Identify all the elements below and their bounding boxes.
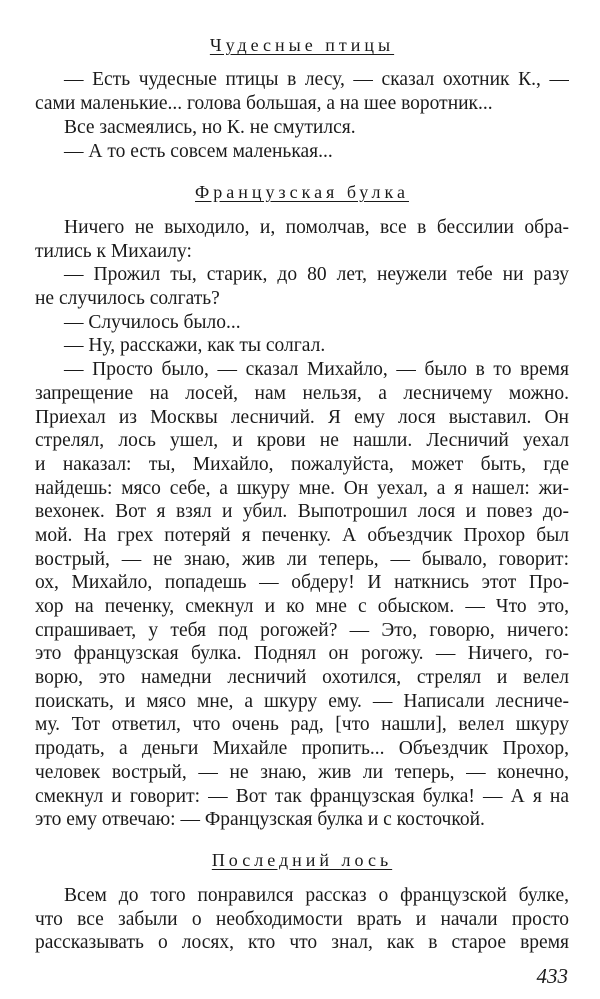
text-line: ворю, это намедни лесничий охотился, стрелял и велел [35,667,569,689]
text-line: человек вострый, — не знаю, жив ли теперь, — конечно, [35,761,569,783]
text-line: Приехал из Москвы лесничий. Я ему лося выставил. Он [35,406,569,428]
text-line: ох, Михайло, попадешь — обдеру! И наткнись этот Про- [35,572,569,594]
section [35,180,569,832]
text-line: Всем до того понравился рассказ о французской булке, [64,884,569,906]
text-line: и наказал: ты, Михайло, пожалуйста, может быть, где [35,453,569,475]
text-line: тились к Михаилу: [35,240,192,262]
page-number: 433 [536,964,568,988]
section-title: Французская булка [195,182,409,202]
text-line: вехонек. Вот я взял и убил. Выпотрошил лося и повез до- [35,501,569,523]
text-line: запрещение на лосей, нам нельзя, а лесничему можно. [35,382,569,404]
text-line: мой. На грех потеряй я печенку. А объездчик Прохор был [35,524,569,546]
text-line: это французская булка. Поднял он рогожу. — Ничего, го- [35,643,569,665]
text-line: продать, а деньги Михайле пропить... Объездчик Прохор, [35,738,569,760]
text-line: — Случилось было... [64,311,241,333]
book-page [35,33,569,955]
text-line: хор на печенку, смекнул и ко мне с обыском. — Что это, [35,596,569,617]
text-line: — А то есть совсем маленькая... [64,141,333,162]
text-line: — Есть чудесные птицы в лесу, — сказал охотник К., — [64,69,569,90]
text-line: му. Тот ответил, что очень рад, [что нашли], велел шкуру [35,714,569,736]
text-line: спрашивает, у тебя под рогожей? — Это, говорю, ничего: [35,619,569,641]
section-title: Последний лось [211,849,393,870]
text-line: сами маленькие... голова большая, а на шее воротник... [35,93,493,114]
text-line: это ему отвечаю: — Французская булка и с косточкой. [35,809,485,831]
text-line: не случилось солгать? [35,288,220,310]
text-line: найдешь: мясо себе, а шкуру мне. Он уехал, а я нашел: жи- [35,477,569,499]
text-line: рассказывать о лосях, кто что знал, как в старое время [35,932,569,954]
text-line: вострый, — не знаю, жив ли теперь, — бывало, говорит: [35,548,569,570]
text-line: Все засмеялись, но К. не смутился. [64,117,356,138]
text-line: смекнул и говорит: — Вот так французская булка! — А я на [35,785,569,807]
text-line: Ничего не выходило, и, помолчав, все в бессилии обра- [64,217,569,238]
text-line: поискать, и мясо мне, а шкуру ему. — Написали лесниче- [35,690,569,712]
section-title: Чудесные птицы [209,35,395,55]
text-line: — Ну, расскажи, как ты солгал. [64,335,326,357]
section [35,33,569,164]
text-line: — Прожил ты, старик, до 80 лет, неужели тебе ни разу [64,264,569,286]
text-line: что все забыли о необходимости врать и начали просто [35,908,569,930]
text-line: стрелял, лось ушел, и крови не нашли. Лесничий уехал [35,430,569,452]
section [35,848,569,955]
text-line: — Просто было, — сказал Михайло, — было в то время [64,359,569,381]
